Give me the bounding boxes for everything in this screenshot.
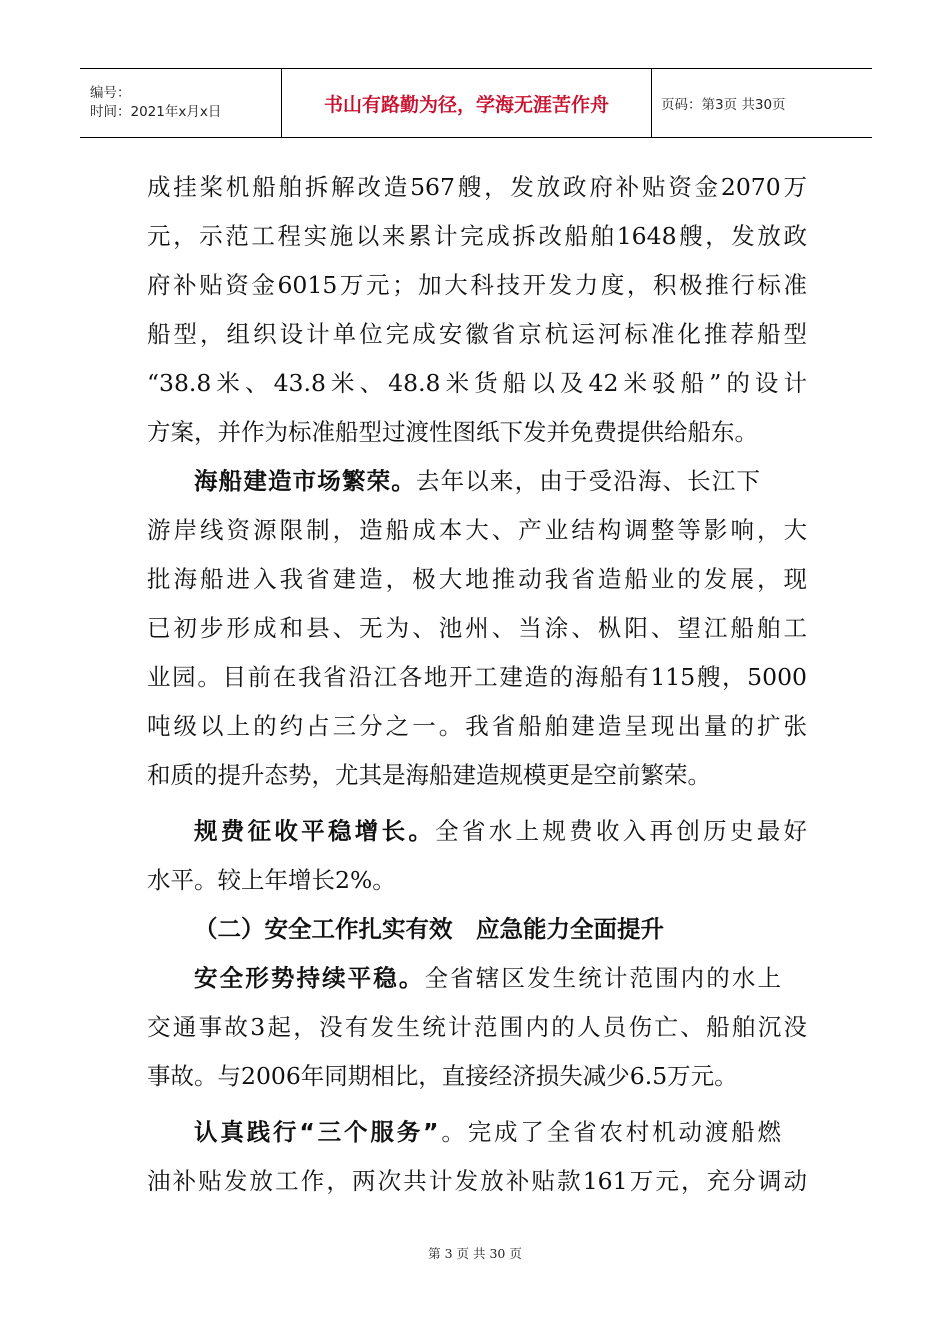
body-line: 批海船进入我省建造，极大地推动我省造船业的发展，现 bbox=[147, 565, 807, 593]
body-line: 游岸线资源限制，造船成本大、产业结构调整等影响，大 bbox=[147, 516, 807, 544]
body-line: 府补贴资金6015万元；加大科技开发力度，积极推行标准 bbox=[147, 271, 807, 299]
body-line: 油补贴发放工作，两次共计发放补贴款161万元，充分调动 bbox=[147, 1167, 807, 1195]
body-line: 事故。与2006年同期相比，直接经济损失减少6.5万元。 bbox=[147, 1062, 738, 1090]
body-line: 元，示范工程实施以来累计完成拆改船舶1648艘，发放政 bbox=[147, 222, 807, 250]
body-line: 全省水上规费收入再创历史最好 bbox=[435, 817, 808, 845]
paragraph-first-line bbox=[147, 464, 760, 498]
section-heading: 规费征收平稳增长。 bbox=[194, 817, 436, 845]
body-line: 和质的提升态势，尤其是海船建造规模更是空前繁荣。 bbox=[147, 761, 711, 789]
paragraph-first-line bbox=[147, 814, 807, 848]
body-line: 去年以来，由于受沿海、长江下 bbox=[415, 467, 761, 495]
body-line: 全省辖区发生统计范围内的水上 bbox=[424, 964, 782, 992]
document-number-label: 编号： bbox=[90, 85, 131, 101]
page-header bbox=[80, 68, 872, 138]
body-line: 交通事故3起，没有发生统计范围内的人员伤亡、船舶沉没 bbox=[147, 1013, 807, 1041]
body-line: 水平。较上年增长2%。 bbox=[147, 866, 396, 894]
body-line: 吨级以上的约占三分之一。我省船舶建造呈现出量的扩张 bbox=[147, 712, 807, 740]
section-heading: 安全形势持续平稳。 bbox=[194, 964, 425, 992]
document-date: 时间：2021年x月x日 bbox=[90, 104, 222, 120]
header-page-info: 页码：第3页 共30页 bbox=[661, 97, 786, 113]
header-meta bbox=[80, 69, 281, 137]
paragraph-first-line bbox=[147, 961, 781, 995]
body-line: 船型，组织设计单位完成安徽省京杭运河标准化推荐船型 bbox=[147, 320, 807, 348]
body-line: 成挂桨机船舶拆解改造567艘，发放政府补贴资金2070万 bbox=[147, 173, 807, 201]
body-line: 。完成了全省农村机动渡船燃 bbox=[438, 1118, 782, 1146]
subsection-title: （二）安全工作扎实有效 应急能力全面提升 bbox=[194, 915, 664, 943]
section-heading: 海船建造市场繁荣。 bbox=[194, 467, 416, 495]
page-footer: 第 3 页 共 30 页 bbox=[428, 1246, 522, 1261]
body-line: 业园。目前在我省沿江各地开工建造的海船有115艘，5000 bbox=[147, 663, 807, 691]
section-heading: 认真践行“三个服务” bbox=[194, 1118, 439, 1146]
header-motto: 书山有路勤为径，学海无涯苦作舟 bbox=[281, 69, 652, 137]
body-line: “38.8米、43.8米、48.8米货船以及42米驳船”的设计 bbox=[147, 369, 807, 397]
paragraph-first-line bbox=[147, 1115, 781, 1149]
body-line: 方案，并作为标准船型过渡性图纸下发并免费提供给船东。 bbox=[147, 418, 758, 446]
body-line: 已初步形成和县、无为、池州、当涂、枞阳、望江船舶工 bbox=[147, 614, 807, 642]
